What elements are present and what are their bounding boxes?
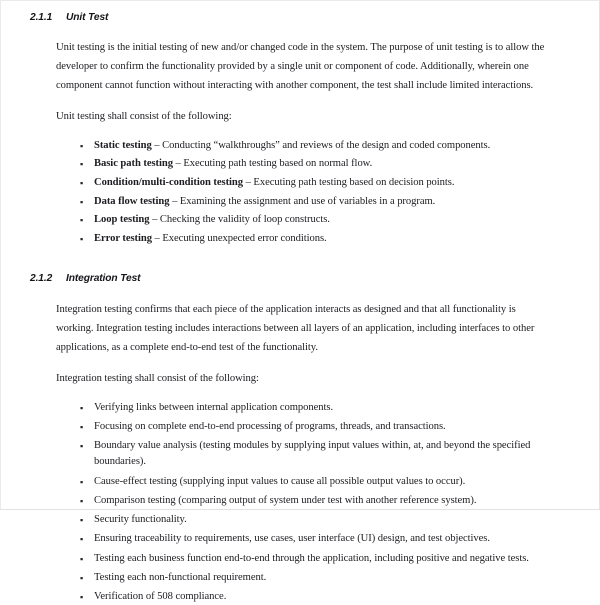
bullet-icon: ▪: [80, 534, 84, 545]
list-item-term: Condition/multi-condition testing: [94, 176, 244, 188]
list-item-term: Error testing: [94, 233, 152, 244]
bullet-icon: ▪: [80, 515, 84, 526]
list-item: [30, 551, 553, 567]
list-item: [30, 212, 553, 228]
section-title: Integration Test: [66, 273, 141, 285]
bullet-icon: ▪: [80, 402, 84, 413]
list-item: [30, 589, 553, 605]
section-title: Unit Test: [66, 12, 109, 23]
list-item: [30, 493, 553, 509]
bullet-list-unit-test: [30, 138, 565, 248]
document-body: [1, 1, 599, 603]
bullet-icon: ▪: [80, 421, 84, 432]
list-item-term: Data flow testing: [94, 195, 170, 207]
bullet-icon: ▪: [80, 159, 84, 170]
list-item-text: Testing each business function end-to-end through the application, including positive and negative tests.: [94, 552, 529, 564]
list-item-text: – Checking the validity of loop constructs.: [149, 214, 330, 226]
bullet-icon: ▪: [80, 495, 84, 506]
list-item-text: – Executing path testing based on decision points.: [243, 176, 455, 188]
list-item: [30, 419, 553, 435]
list-item-text: – Executing path testing based on normal flow.: [172, 158, 373, 170]
list-item-text: – Executing unexpected error conditions.: [151, 233, 327, 244]
bullet-icon: ▪: [80, 234, 84, 244]
list-item-text: – Examining the assignment and use of variables in a program.: [169, 195, 436, 207]
list-item: [30, 570, 553, 586]
list-item: [30, 531, 553, 547]
list-item-text: Verification of 508 compliance.: [94, 591, 227, 603]
bullet-icon: ▪: [80, 441, 84, 452]
paragraph-unit-test-lead-in: Unit testing shall consist of the following:: [56, 111, 232, 123]
section-heading-unit-test: [30, 12, 565, 25]
paragraph-integration-test-lead-in: Integration testing shall consist of the following:: [56, 373, 259, 385]
list-item-text: – Conducting “walkthroughs” and reviews of the design and coded components.: [151, 139, 491, 151]
list-item: [30, 138, 553, 154]
list-item: [30, 175, 553, 191]
list-item: [30, 474, 553, 490]
list-item-text: Security functionality.: [94, 514, 187, 526]
bullet-icon: ▪: [80, 177, 84, 188]
list-item-text: Testing each non-functional requirement.: [94, 572, 267, 583]
list-item-text: Cause-effect testing (supplying input values to cause all possible output values to occur).: [94, 475, 466, 487]
list-item-term: Static testing: [94, 139, 152, 151]
bullet-icon: ▪: [80, 196, 84, 207]
list-item-text: Focusing on complete end-to-end processing of programs, threads, and transactions.: [94, 420, 446, 432]
section-number: 2.1.2: [30, 273, 53, 285]
list-item-text: Verifying links between internal application components.: [94, 401, 334, 413]
list-item-text: Ensuring traceability to requirements, use cases, user interface (UI) design, and test objectives.: [94, 533, 490, 545]
bullet-list-integration-test: [30, 400, 565, 605]
paragraph-unit-test-intro: Unit testing is the initial testing of new and/or changed code in the system. The purpose of unit testing is to allow the developer to confirm the functionality provided by a single unit or component of code. Additionally, wherein one component cannot function without interacting with another component, the test shall include limited interactions.: [56, 41, 545, 92]
section-number: 2.1.1: [30, 12, 53, 23]
list-item: [30, 400, 553, 416]
list-item-term: Basic path testing: [94, 158, 173, 170]
bullet-icon: ▪: [80, 476, 84, 487]
bullet-icon: ▪: [80, 592, 84, 603]
list-item: [30, 438, 553, 470]
list-item-term: Loop testing: [94, 214, 150, 226]
section-integration-test: [30, 273, 565, 605]
bullet-icon: ▪: [80, 553, 84, 564]
bullet-icon: ▪: [80, 215, 84, 226]
section-unit-test: [30, 12, 565, 247]
bullet-icon: ▪: [80, 140, 84, 151]
list-item: [30, 194, 553, 210]
bullet-icon: ▪: [80, 573, 84, 583]
list-item: [30, 512, 553, 528]
list-item: [30, 156, 553, 172]
section-heading-integration-test: [30, 273, 565, 286]
list-item-text: Comparison testing (comparing output of system under test with another reference system).: [94, 494, 477, 506]
list-item: [30, 231, 553, 247]
list-item-text: Boundary value analysis (testing modules by supplying input values within, at, and beyond the specified boundaries).: [94, 440, 531, 468]
paragraph-integration-test-intro: Integration testing confirms that each piece of the application interacts as designed and that all functionality is working. Integration testing includes interactions between all layers of an application, including interfaces to other applications, as a complete end-to-end test of the functionality.: [56, 303, 535, 354]
